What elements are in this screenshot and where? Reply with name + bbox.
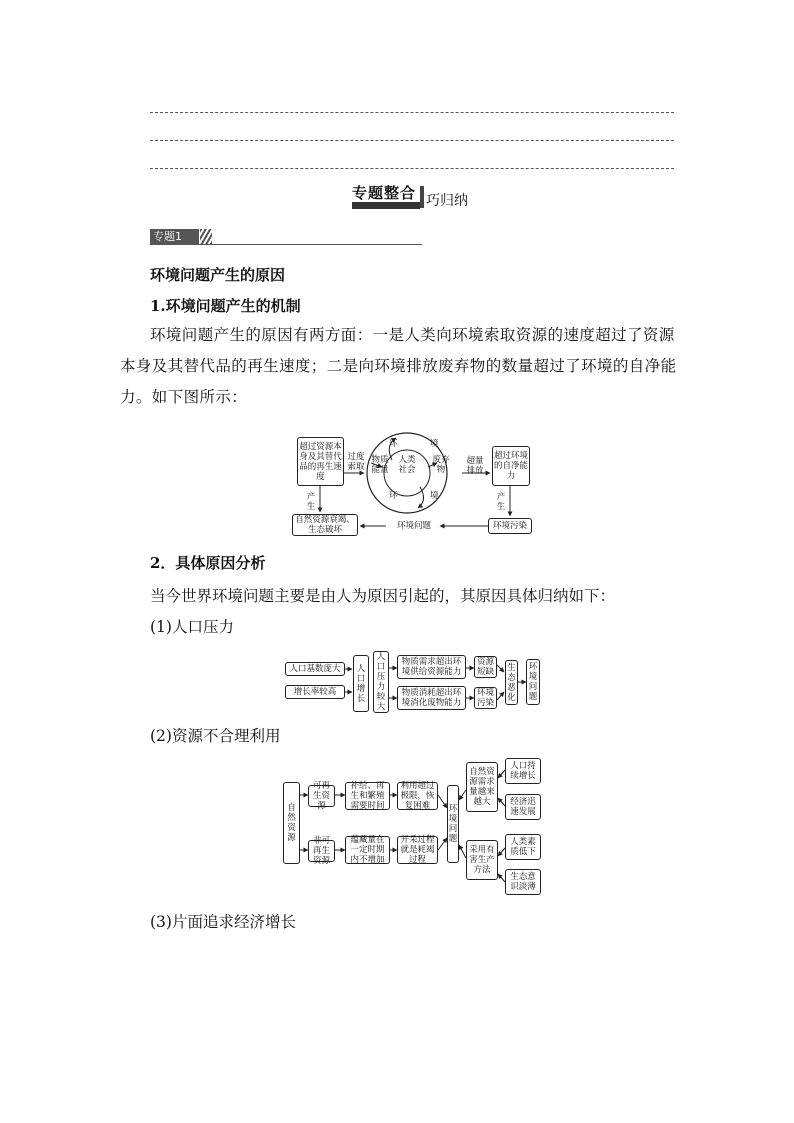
label-over-emit: 超量排放: [466, 456, 484, 476]
sub-heading-economy: (3)片面追求经济增长: [150, 913, 296, 931]
banner-subtitle: 巧归纳: [426, 193, 468, 209]
topic-label: 专题1: [150, 229, 199, 244]
label-env-top-left: 环: [389, 439, 398, 449]
box-harmful-methods: 采用有害生产方法: [466, 840, 498, 880]
sub-heading-resources: (2)资源不合理利用: [150, 727, 281, 745]
box-environment-problem: 环境问题: [526, 659, 540, 705]
box-eco-deterioration: 生态恶化: [505, 660, 518, 705]
label-environment-problem: 环境问题: [396, 521, 431, 531]
subsection-2-intro: 当今世界环境问题主要是由人为原因引起的，其原因具体归纳如下：: [150, 587, 616, 605]
label-env-bottom-left: 环: [389, 491, 398, 501]
box-resource-shortage: 资源短缺: [474, 656, 497, 678]
subsection-1-paragraph: 环境问题产生的原因有两方面：一是人类向环境索取资源的速度超过了资源本身及其替代品的再生速度；二是向环境排放废弃物的数量超过了环境的自净能力。如下图所示：: [120, 326, 677, 406]
label-produce-left: 产生: [306, 492, 316, 512]
sub-heading-population: (1)人口压力: [150, 618, 234, 636]
box-demand-exceeds-supply: 物质需求超出环境供给资源能力: [397, 655, 466, 679]
box-population-pressure: 人口压力较大: [373, 651, 389, 713]
box-consumption-exceeds-digestion: 物质消耗超出环境消化废物能力: [397, 686, 466, 710]
box-demand-growing: 自然资源需求量越来越大: [466, 762, 498, 812]
label-env-bottom-right: 境: [430, 491, 439, 501]
box-weak-eco-awareness: 生态意识淡薄: [505, 869, 541, 895]
label-over-take: 过度索取: [347, 452, 365, 472]
box-pollution: 环境污染: [474, 687, 497, 709]
box-low-quality: 人类素质低下: [505, 834, 541, 860]
box-large-population: 人口基数庞大: [285, 662, 345, 676]
subsection-1-title: 1.环境问题产生的机制: [150, 297, 301, 315]
label-env-top-right: 境: [430, 439, 439, 449]
box-rapid-economy: 经济迅速发展: [505, 794, 541, 820]
box-renewable-overuse: 利用超过极限，恢复困难: [397, 782, 438, 810]
section-title: 环境问题产生的原因: [150, 266, 286, 284]
box-nonrenewable-detail: 蕴藏量在一定时期内不增加: [345, 836, 390, 864]
box-env-problem: 环境问题: [447, 785, 459, 863]
label-waste: 废弃物: [432, 455, 450, 475]
box-natural-resources: 自然资源: [283, 782, 300, 864]
box-renewable-detail: 补给、再生和繁殖需要时间: [345, 782, 390, 810]
box-population-growth: 人口增长: [353, 655, 369, 712]
label-human-society: 人类社会: [398, 455, 416, 475]
box-renewable: 可再生资源: [308, 785, 335, 807]
box-population-growth-3: 人口持续增长: [505, 758, 541, 784]
box-high-growth: 增长率较高: [285, 685, 345, 699]
box-resource-depletion: 自然资源衰竭、生态破坏: [292, 514, 358, 536]
box-environment-pollution: 环境污染: [488, 518, 532, 534]
subsection-2-title: 2．具体原因分析: [150, 554, 266, 572]
box-exceed-regeneration: 超过资源本身及其替代品的再生速度: [297, 437, 344, 486]
box-exceed-self-purification: 超过环境的自净能力: [492, 446, 530, 486]
box-nonrenewable: 非可再生资源: [308, 840, 335, 862]
label-material-energy: 物质能量: [371, 455, 389, 475]
label-produce-right: 产生: [496, 492, 506, 512]
box-nonrenewable-depletion: 开采过程就是耗竭过程: [397, 836, 438, 864]
banner-main-title: 专题整合: [352, 184, 417, 202]
